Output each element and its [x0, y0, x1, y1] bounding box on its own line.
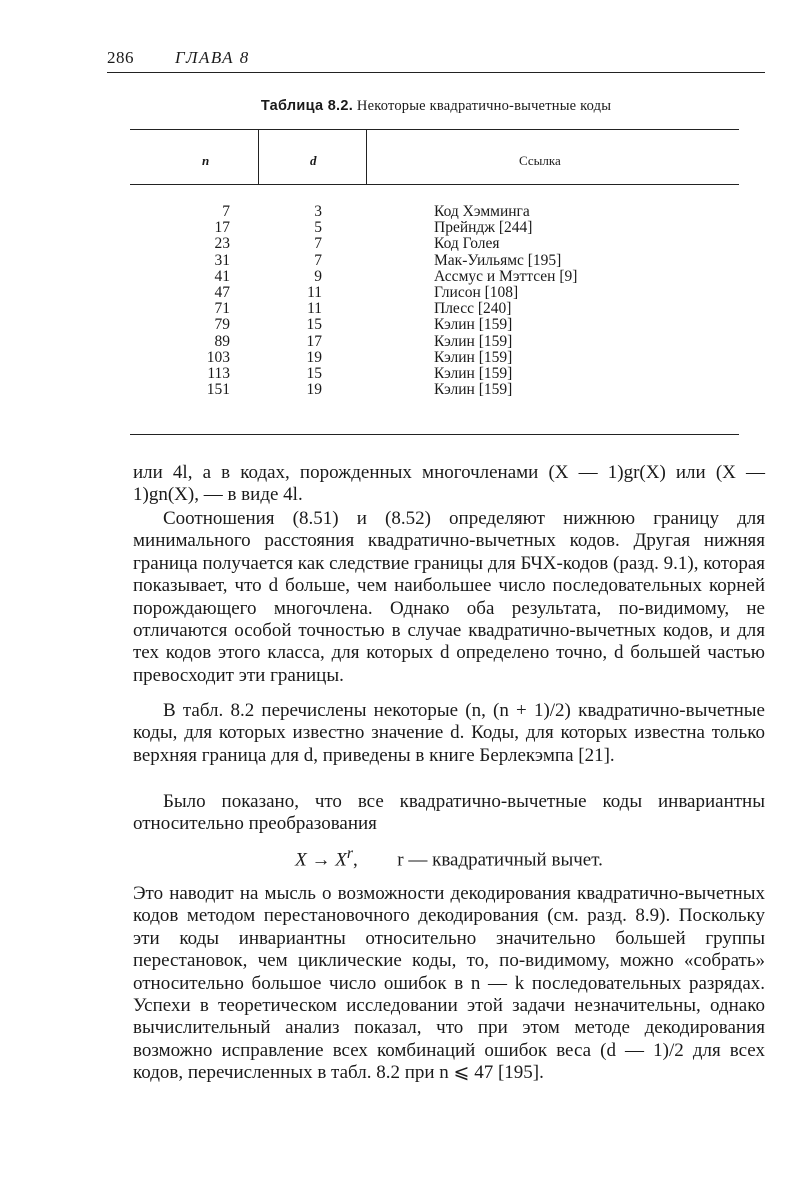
table-cell-d: 15: [306, 316, 322, 334]
table-caption-label: Таблица 8.2.: [260, 98, 354, 114]
formula: [133, 845, 765, 871]
formula-right: r — квадратичный вычет.: [397, 849, 603, 871]
table-cell-d: 7: [314, 251, 322, 269]
table-cell-n: 47: [214, 284, 230, 302]
table-cell-n: 7: [222, 203, 230, 220]
table-cell-ref: Код Голея: [434, 235, 500, 253]
table-top-rule: [130, 129, 739, 130]
table-cell-d: 17: [306, 332, 322, 350]
table-cell-ref: Кэлин [159]: [434, 316, 513, 334]
running-head: [107, 46, 765, 73]
table-cell-d: 7: [314, 235, 322, 253]
table-cell-d: 11: [307, 284, 322, 302]
table-cell-n: 113: [207, 365, 230, 383]
table-cell-ref: Ассмус и Мэттсен [9]: [434, 267, 578, 285]
table-cell-ref: Код Хэмминга: [434, 203, 530, 220]
table-header-rule: [130, 184, 739, 185]
paragraph-table-ref: [133, 700, 765, 767]
chapter-title: ГЛАВА 8: [175, 48, 250, 67]
table-cell-n: 89: [214, 332, 230, 350]
paragraph-continuation: [133, 462, 765, 507]
table-cell-ref: Прейндж [244]: [434, 219, 533, 237]
paragraph-2: Соотношения (8.51) и (8.52) определяют нижнюю границу для минимального расстояния квадратично-вычетных кодов. Другая нижняя граница получается как следствие границы для БЧХ-кодов (разд. 9.1), которая показывает, что d больше, чем наибольшее число последовательных корней порождающего многочлена. Однако оба результата, по-видимому, не отличаются особой точностью в случае квадратично-вычетных кодов, и для тех кодов этого класса, для которых d определено точно, d большей частью превосходит эти границы.: [133, 508, 765, 686]
paragraph-3: В табл. 8.2 перечислены некоторые (n, (n + 1)/2) квадратично-вычетные коды, для которых известно значение d. Коды, для которых известна только верхняя граница для d, приведены в книге Берлекэмпа [21].: [133, 700, 765, 766]
table-col-divider-2: [366, 129, 367, 185]
table-cell-d: 15: [306, 365, 322, 383]
table-cell-d: 9: [314, 267, 322, 285]
table-cell-d: 3: [314, 203, 322, 220]
paragraph-invariance: [133, 791, 765, 836]
table-cell-d: 19: [306, 381, 322, 399]
paragraph-decoding: [133, 883, 765, 1085]
table-cell-n: 31: [214, 251, 230, 269]
column-header-n: n: [202, 153, 210, 168]
paragraph-1: или 4l, а в кодах, порожденных многочленами (X — 1)gr(X) или (X — 1)gn(X), — в виде 4l.: [133, 462, 765, 506]
table-cell-n: 103: [206, 348, 230, 366]
table-caption-text: Некоторые квадратично-вычетные коды: [356, 98, 612, 114]
table-cell-ref: Плесс [240]: [434, 300, 512, 318]
table-col-divider-1: [258, 129, 259, 185]
paragraph-bounds: [133, 508, 765, 687]
codes-table: [130, 129, 739, 436]
table-cell-n: 17: [214, 219, 230, 237]
table-cell-ref: Кэлин [159]: [434, 348, 513, 366]
paragraph-4: Было показано, что все квадратично-вычетные коды инвариантны относительно преобразования: [133, 791, 765, 835]
table-cell-n: 41: [214, 267, 230, 285]
column-d: [290, 204, 322, 398]
table-cell-n: 151: [206, 381, 230, 399]
table-cell-ref: Кэлин [159]: [434, 365, 513, 383]
table-cell-ref: Мак-Уильямс [195]: [434, 251, 562, 269]
column-header-ref: Ссылка: [519, 153, 561, 168]
table-cell-ref: Кэлин [159]: [434, 381, 513, 399]
table-cell-n: 71: [214, 300, 230, 318]
formula-comma: ,: [353, 849, 358, 871]
table-cell-n: 23: [214, 235, 230, 253]
paragraph-5: Это наводит на мысль о возможности декодирования квадратично-вычетных кодов методом перестановочного декодирования (см. разд. 8.9). Поскольку эти коды инвариантны относительно значительно большей группы перестановок, чем циклические коды, то, по-видимому, можно «собрать» относительно большое число ошибок в n — k последовательных разрядах. Успехи в теоретическом исследовании этой задачи незначительны, однако вычислительный анализ показал, что при этом методе декодирования возможно исправление всех комбинаций ошибок веса (d — 1)/2 для всех кодов, перечисленных в табл. 8.2 при n ⩽ 47 [195].: [133, 883, 765, 1084]
table-cell-n: 79: [214, 316, 230, 334]
column-n: [190, 204, 230, 398]
table-cell-d: 19: [306, 348, 322, 366]
column-header-d: d: [310, 153, 317, 168]
table-cell-d: 5: [314, 219, 322, 237]
table-cell-ref: Глисон [108]: [434, 284, 519, 302]
formula-left: X → X: [295, 849, 347, 871]
formula-exponent: r: [346, 845, 354, 862]
table-caption: [107, 98, 765, 115]
table-cell-d: 11: [307, 300, 322, 318]
table-cell-ref: Кэлин [159]: [434, 332, 513, 350]
page-number: 286: [107, 48, 134, 67]
table-bottom-rule: [130, 434, 739, 435]
column-ref: [434, 204, 734, 398]
